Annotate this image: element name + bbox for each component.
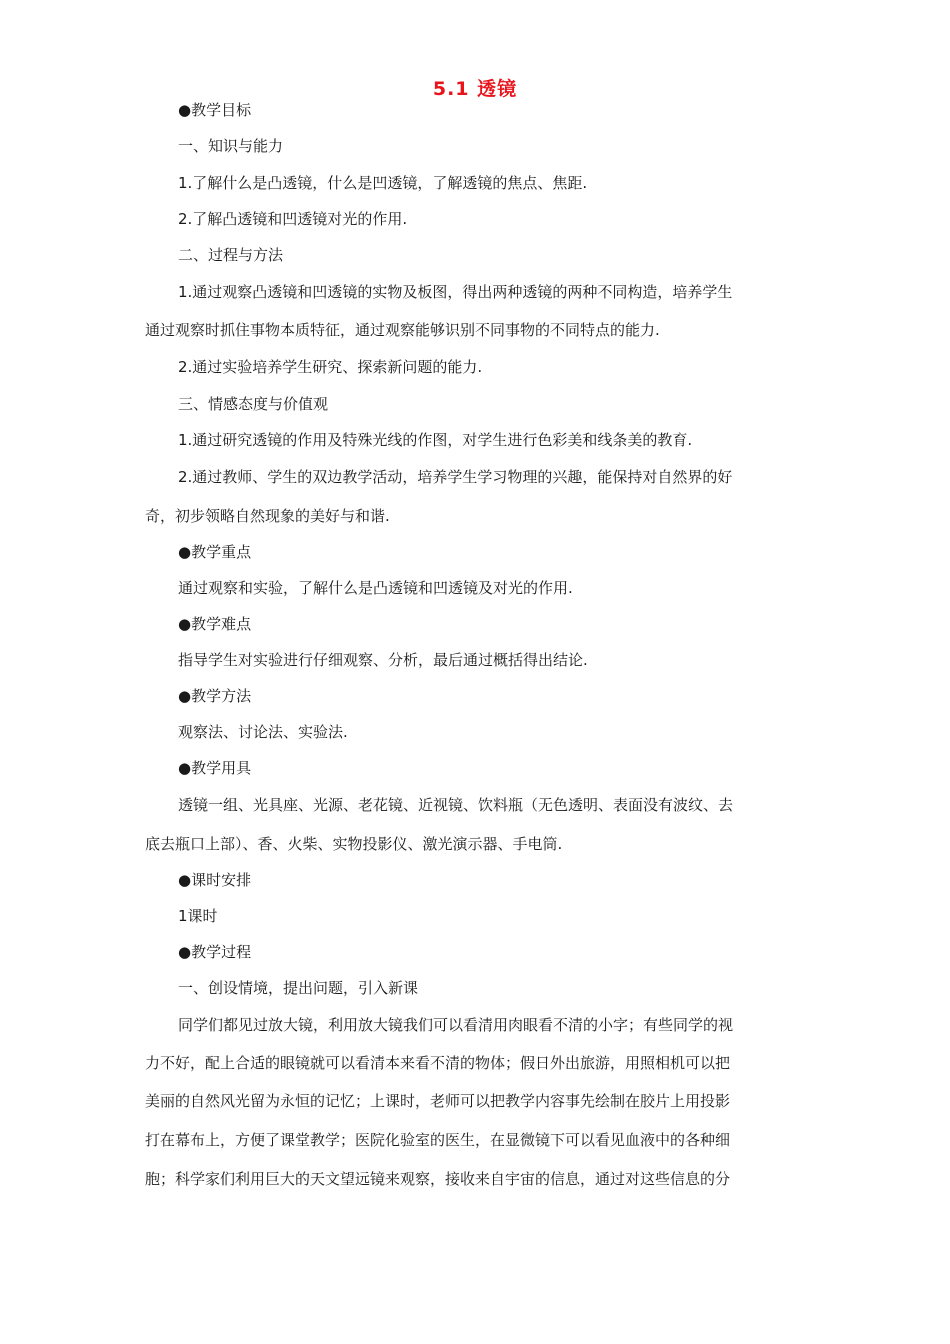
paragraph-line: 1.通过观察凸透镜和凹透镜的实物及板图，得出两种透镜的两种不同构造，培养学生	[178, 283, 733, 301]
paragraph-line: 打在幕布上，方便了课堂教学；医院化验室的医生，在显微镜下可以看见血液中的各种细	[145, 1131, 731, 1149]
section-heading-process: ●教学过程	[178, 943, 252, 961]
paragraph-line: 指导学生对实验进行仔细观察、分析，最后通过概括得出结论.	[178, 651, 588, 669]
section-heading-difficulties: ●教学难点	[178, 615, 252, 633]
paragraph-line: 透镜一组、光具座、光源、老花镜、近视镜、饮料瓶（无色透明、表面没有波纹、去	[178, 796, 734, 814]
paragraph-line: 1.了解什么是凸透镜，什么是凹透镜，了解透镜的焦点、焦距.	[178, 174, 588, 192]
section-heading-schedule: ●课时安排	[178, 871, 252, 889]
paragraph-line: 2.了解凸透镜和凹透镜对光的作用.	[178, 210, 408, 228]
paragraph-line: 奇，初步领略自然现象的美好与和谐.	[145, 507, 390, 525]
paragraph-line: 通过观察时抓住事物本质特征，通过观察能够识别不同事物的不同特点的能力.	[145, 321, 660, 339]
paragraph-line: 胞；科学家们利用巨大的天文望远镜来观察，接收来自宇宙的信息，通过对这些信息的分	[145, 1170, 731, 1188]
paragraph-line: 2.通过实验培养学生研究、探索新问题的能力.	[178, 358, 483, 376]
section-heading-methods: ●教学方法	[178, 687, 252, 705]
paragraph-line: 同学们都见过放大镜，利用放大镜我们可以看清用肉眼看不清的小字；有些同学的视	[178, 1016, 734, 1034]
paragraph-line: 1.通过研究透镜的作用及特殊光线的作图，对学生进行色彩美和线条美的教育.	[178, 431, 693, 449]
paragraph-line: 观察法、讨论法、实验法.	[178, 723, 348, 741]
section-heading-key-points: ●教学重点	[178, 543, 252, 561]
paragraph-line: 力不好，配上合适的眼镜就可以看清本来看不清的物体；假日外出旅游，用照相机可以把	[145, 1054, 731, 1072]
section-heading-teaching-goals: ●教学目标	[178, 101, 252, 119]
paragraph-line: 底去瓶口上部）、香、火柴、实物投影仪、激光演示器、手电筒.	[145, 835, 563, 853]
subheading-knowledge-ability: 一、知识与能力	[178, 137, 284, 155]
document-title: 5.1 透镜	[432, 78, 518, 100]
paragraph-line: 通过观察和实验，了解什么是凸透镜和凹透镜及对光的作用.	[178, 579, 573, 597]
subheading-introduce-lesson: 一、创设情境，提出问题，引入新课	[178, 979, 419, 997]
paragraph-line: 美丽的自然风光留为永恒的记忆；上课时，老师可以把教学内容事先绘制在胶片上用投影	[145, 1092, 731, 1110]
subheading-emotion-values: 三、情感态度与价值观	[178, 395, 329, 413]
paragraph-line: 1课时	[178, 907, 218, 925]
paragraph-line: 2.通过教师、学生的双边教学活动，培养学生学习物理的兴趣，能保持对自然界的好	[178, 468, 733, 486]
section-heading-equipment: ●教学用具	[178, 759, 252, 777]
subheading-process-method: 二、过程与方法	[178, 246, 284, 264]
